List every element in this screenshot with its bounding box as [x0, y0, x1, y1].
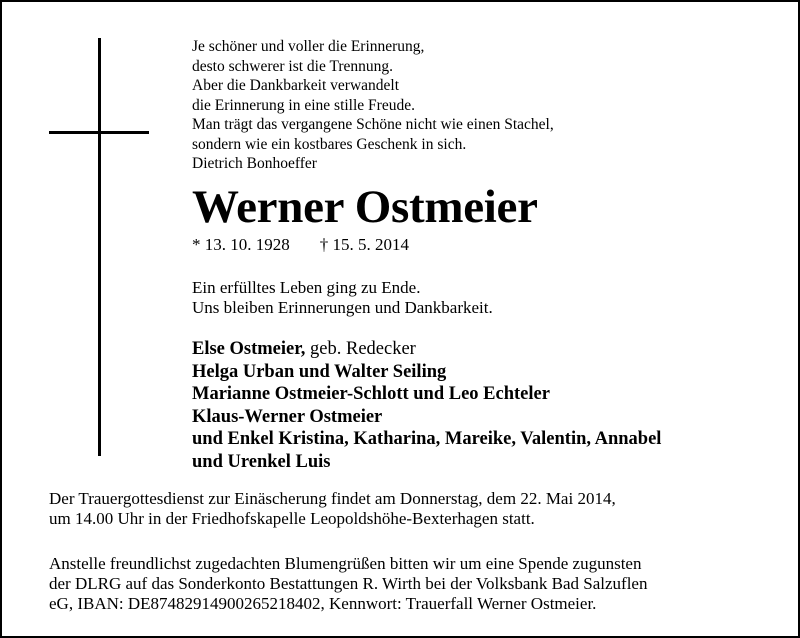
- mourner-line: Marianne Ostmeier-Schlott und Leo Echteler: [192, 384, 550, 404]
- death-date: † 15. 5. 2014: [319, 235, 409, 254]
- poem-line: Aber die Dankbarkeit verwandelt: [192, 77, 400, 94]
- mourner-line: Helga Urban und Walter Seiling: [192, 361, 447, 382]
- donation-line: der DLRG auf das Sonderkonto Bestattungen R. Wirth bei der Volksbank Bad Salzuflen: [49, 574, 648, 593]
- poem-line: sondern wie ein kostbares Geschenk in sich.: [192, 135, 467, 153]
- poem-line: Man trägt das vergangene Schöne nicht wie einen Stachel,: [192, 116, 554, 133]
- birth-date: * 13. 10. 1928: [192, 235, 290, 254]
- cross-icon-horizontal-bar: [49, 131, 149, 134]
- poem-line: die Erinnerung in eine stille Freude.: [192, 96, 415, 114]
- mourner-line: [192, 338, 661, 361]
- donation-line: Anstelle freundlichst zugedachten Blumengrüßen bitten wir um eine Spende zugunsten: [49, 554, 642, 573]
- funeral-service-info: [49, 489, 616, 529]
- donation-info: [49, 554, 647, 614]
- cross-icon-vertical-bar: [98, 38, 101, 456]
- service-line: Der Trauergottesdienst zur Einäscherung findet am Donnerstag, dem 22. Mai 2014,: [49, 489, 616, 508]
- donation-line: eG, IBAN: DE87482914900265218402, Kennwort: Trauerfall Werner Ostmeier.: [49, 594, 597, 613]
- poem-author: Dietrich Bonhoeffer: [192, 155, 317, 172]
- poem-line: Je schöner und voller die Erinnerung,: [192, 38, 425, 55]
- mourner-line: Klaus-Werner Ostmeier: [192, 406, 383, 427]
- mourner-line: und Enkel Kristina, Katharina, Mareike, Valentin, Annabel: [192, 429, 662, 449]
- deceased-name: Werner Ostmeier: [192, 181, 538, 233]
- poem-block: [192, 37, 554, 174]
- mourner-maiden-name: geb. Redecker: [305, 339, 416, 359]
- tribute-line: Ein erfülltes Leben ging zu Ende.: [192, 278, 421, 297]
- poem-line: desto schwerer ist die Trennung.: [192, 57, 394, 75]
- mourner-primary-name: Else Ostmeier,: [192, 339, 306, 359]
- tribute-text: [192, 278, 493, 318]
- mourner-line: und Urenkel Luis: [192, 451, 331, 472]
- life-dates: [192, 235, 409, 255]
- service-line: um 14.00 Uhr in der Friedhofskapelle Leopoldshöhe-Bexterhagen statt.: [49, 509, 535, 528]
- mourners-list: [192, 338, 661, 473]
- tribute-line: Uns bleiben Erinnerungen und Dankbarkeit.: [192, 298, 493, 317]
